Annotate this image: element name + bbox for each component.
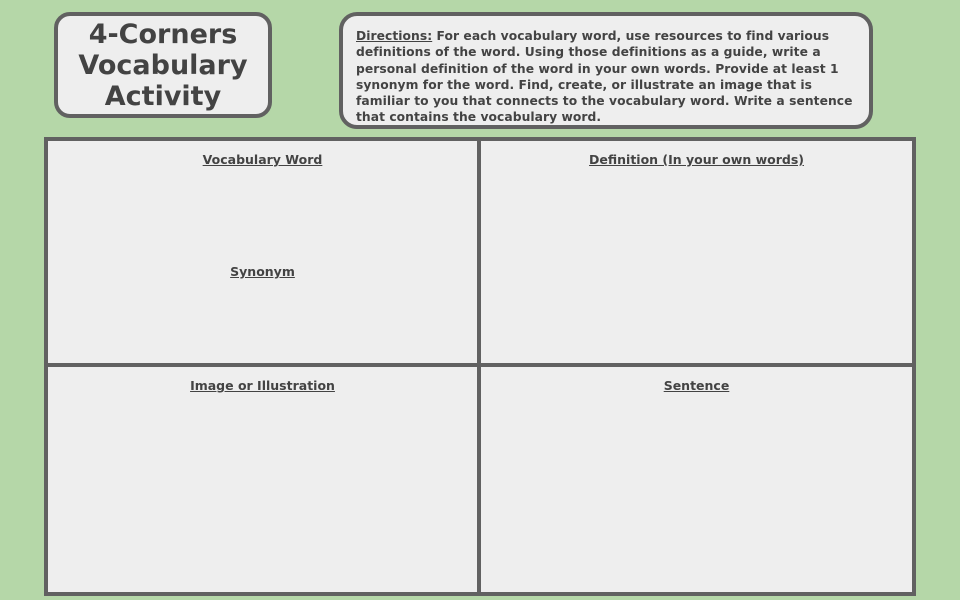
image-illustration-quadrant[interactable] (48, 367, 481, 592)
synonym-label: Synonym (230, 264, 295, 279)
title-line-2: Vocabulary (78, 49, 248, 81)
title-line-1: 4-Corners (88, 18, 238, 50)
sentence-heading: Sentence (663, 378, 730, 393)
vocabulary-word-quadrant[interactable] (48, 141, 481, 367)
definition-quadrant[interactable] (481, 141, 912, 367)
vocabulary-word-heading: Vocabulary Word (202, 152, 323, 167)
title-line-3: Activity (104, 80, 222, 112)
image-illustration-heading: Image or Illustration (190, 378, 335, 393)
four-corners-grid (44, 137, 916, 596)
page-title (78, 19, 247, 112)
directions-box (339, 12, 873, 129)
directions-text: For each vocabulary word, use resources to find various definitions of the word. Using those definitions as a guide, write a personal definition of the word in your own words. Provide at least 1 synonym for the word. Find, create, or illustrate an image that is familiar to you that connects to the vocabulary word. Write a sentence that contains the vocabulary word. (356, 29, 853, 125)
sentence-quadrant[interactable] (481, 367, 912, 592)
title-box (54, 12, 272, 118)
definition-heading: Definition (In your own words) (589, 152, 804, 167)
directions-label: Directions: (356, 29, 433, 43)
